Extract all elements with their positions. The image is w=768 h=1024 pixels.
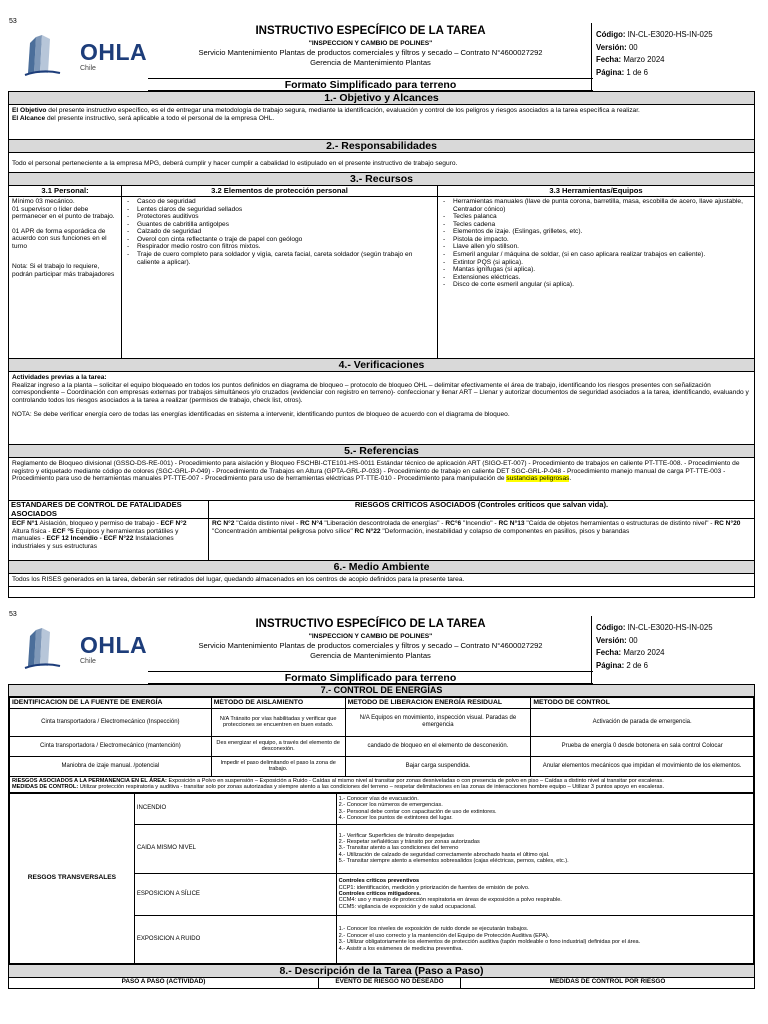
risk-name: EXPOSICION A RUIDO: [134, 915, 336, 963]
document-title: INSTRUCTIVO ESPECÍFICO DE LA TAREA: [255, 25, 486, 37]
ecf-text: Altura física -: [12, 527, 53, 535]
tool-item: - Extensiones eléctricas.: [441, 274, 751, 282]
risk-measures: [336, 824, 753, 873]
critical-controls: [9, 500, 754, 560]
measure-item: 4.- Utilización de calzado de seguridad correctamente abrochado hasta el último ojal.: [338, 851, 550, 858]
measure-item: 2.- Conocer los números de emergencias.: [338, 802, 443, 809]
date-value: Marzo 2024: [623, 648, 665, 658]
task-steps-header: [9, 978, 754, 988]
rc-code: RC N°22: [354, 527, 381, 535]
ppe-column: [122, 186, 438, 358]
ecf-column: [9, 501, 209, 560]
document-meta: [591, 23, 755, 91]
rc-code: RC°6: [445, 520, 462, 527]
management-line: Gerencia de Mantenimiento Plantas: [310, 650, 431, 660]
ecf-code: ECF °5: [52, 527, 74, 535]
risk-measures: [336, 793, 753, 824]
tools-column: [438, 186, 754, 358]
column-header: IDENTIFICACION DE LA FUENTE DE ENERGÍA: [10, 698, 212, 709]
objective-label: El Objetivo: [12, 107, 47, 114]
column-header: METODO DE AISLAMIENTO: [211, 698, 345, 709]
table-cell: N/A Tránsito por vías habilitadas y verificar que protecciones se encuentren en buen estado.: [211, 708, 345, 736]
date-value: Marzo 2024: [623, 55, 665, 65]
measure-item: 5.- Transitar siempre atento a elementos sobresalidos (cajas eléctricas, pernos, cables, etc.).: [338, 858, 569, 865]
measure-item: CCM5: vigilancia de exposición y de salud ocupacional.: [338, 903, 477, 910]
table-row: [10, 736, 754, 756]
format-label: Formato Simplificado para terreno: [148, 671, 593, 684]
risk-name: CAIDA MISMO NIVEL: [134, 824, 336, 873]
table-cell: Prueba de energía 0 desde botonera en sala control Colocar: [531, 736, 754, 756]
code-value: IN-CL-E3020-HS-IN-025: [627, 30, 713, 39]
table-cell: Activación de parada de emergencia.: [531, 708, 754, 736]
energy-table: [9, 697, 754, 793]
document-page-2: [8, 616, 755, 989]
task-subtitle: "INSPECCION Y CAMBIO DE POLINES": [308, 40, 433, 48]
rc-column: [209, 501, 754, 560]
measure-item: 2.- Respetar señaléticas y tránsito por zonas autorizadas: [338, 839, 480, 846]
column-header: METODO DE CONTROL: [531, 698, 754, 709]
page-header: [8, 616, 755, 684]
responsibilities-text: Todo el personal perteneciente a la empresa MPG, deberá cumplir y hacer cumplir a cabalidad lo estipulado en el presente instructivo de trabajo seguro.: [12, 160, 458, 167]
page-value: 1 de 6: [626, 67, 649, 77]
rc-code: RC N°2: [212, 520, 235, 527]
ppe-item: - Protectores auditivos: [125, 213, 434, 221]
page-header: [8, 23, 755, 91]
personal-item: 01 APR de forma esporádica de acuerdo con sus funciones en el turno: [12, 227, 107, 250]
objective-body: del presente instructivo específico, es el de entregar una metodología de trabajo segura, mediante la identificación, evaluación y control de los peligros y riesgos asociados a la tarea específica a realizar.: [46, 107, 640, 114]
tool-item: - Extintor PQS (si aplica).: [441, 259, 751, 267]
tool-item: - Esmeril angular / máquina de soldar, (si en caso aplicara realizar trabajos en caliente).: [441, 251, 751, 259]
personal-column: [9, 186, 122, 358]
format-label: Formato Simplificado para terreno: [148, 78, 593, 91]
tool-item: - Tecles cadena: [441, 221, 751, 229]
references-end: .: [569, 475, 572, 483]
page-label: Página:: [596, 660, 625, 670]
tool-item: - Llave allen y/o stillson.: [441, 243, 751, 251]
table-cell: Cinta transportadora / Electromecánico (Inspección): [10, 708, 212, 736]
ecf-code: ECF 12 Incendio - ECF N°22: [46, 535, 134, 543]
measure-item: 4.- Conocer los puntos de extintores del lugar.: [338, 815, 453, 822]
ppe-item: - Casco de seguridad: [125, 198, 434, 206]
rc-code: RC N°13: [498, 520, 525, 527]
measure-item: 2.- Conocer el uso correcto y la mantención del Equipo de Protección Auditiva (EPA).: [338, 932, 550, 939]
column-header: METODO DE LIBERACION ENERGÍA RESIDUAL: [345, 698, 531, 709]
risk-measures: [336, 873, 753, 915]
ohla-logo: [22, 626, 148, 670]
control-measures-label: MEDIDAS DE CONTROL:: [12, 784, 79, 791]
table-row: [10, 793, 754, 824]
references-text: [9, 458, 754, 500]
table-row: [10, 708, 754, 736]
section-energy-control: [8, 684, 755, 989]
ecf-text: Equipos y herramientas portátiles y manuales -: [12, 527, 179, 543]
column-header: PASO A PASO (ACTIVIDAD): [9, 978, 319, 988]
transversal-risks-label: RESGOS TRANSVERSALES: [10, 793, 135, 963]
document-page-1: [8, 23, 755, 598]
table-row: [10, 756, 754, 776]
table-cell: Bajar carga suspendida.: [345, 756, 531, 776]
table-cell: Des energizar el equipo, a través del elemento de desconexión.: [211, 736, 345, 756]
page-label: Página:: [596, 67, 625, 77]
ohla-logo-icon: [22, 626, 62, 670]
table-cell: N/A Equipos en movimiento, inspección visual. Paradas de emergencia: [345, 708, 531, 736]
version-label: Versión:: [596, 42, 627, 52]
logo-wordmark: OHLA: [80, 39, 148, 65]
measure-item: 3.- Personal debe contar con capacitación de uso de extintores.: [338, 808, 497, 815]
document-title: INSTRUCTIVO ESPECÍFICO DE LA TAREA: [255, 618, 486, 630]
rc-code: RC N°20: [714, 520, 741, 527]
ppe-item: - Respirador medio rostro con filtros mixtos.: [125, 243, 434, 251]
risk-name: ESPOSICION A SÍLICE: [134, 873, 336, 915]
objective-text: [9, 105, 754, 139]
measure-item: 3.- Transitar atento a las condiciones del terreno: [338, 845, 459, 852]
rc-text: "Caída de objetos herramientas o estructuras de distinto nivel" -: [524, 520, 715, 527]
page-value: 2 de 6: [626, 660, 649, 670]
measure-item: 1.- Verificar Superficies de tránsito despejadas: [338, 832, 454, 839]
ppe-item: - Traje de cuero completo para soldador y vigía, careta facial, careta soldador (según trabajo en caliente a aplicar).: [125, 251, 434, 266]
table-cell: Cinta transportadora / Electromecánico (mantención): [10, 736, 212, 756]
header-center: [148, 25, 593, 67]
logo-subtitle: Chile: [80, 658, 96, 665]
column-heading: 3.2 Elementos de protección personal: [122, 186, 437, 197]
tool-item: - Tecles palanca: [441, 213, 751, 221]
ohla-logo: [22, 33, 148, 77]
measure-item: 4.- Asistir a los exámenes de medicina preventiva.: [338, 945, 463, 952]
column-heading: 3.1 Personal:: [9, 186, 121, 197]
section-heading: 4.- Verificaciones: [9, 358, 754, 372]
measure-item: 1.- Conocer los niveles de exposición de ruido donde se ejecutarán trabajos.: [338, 926, 529, 933]
version-label: Versión:: [596, 635, 627, 645]
section-heading: 2.- Responsabilidades: [9, 139, 754, 153]
verifications-body: Realizar ingreso a la planta – solicitar el equipo bloqueado en todos los puntos definidos en diagrama de bloqueo – protocolo de bloqueo OHL – delimitar efectivamente el área de trabajo, identificando los riesgos presentes con señalización correspondiente – Coordinación con empresas externas por trabajos simultáneos y/o cruzados (evidenciar con registro en terreno)- confeccionar y llenar ART – Llenar y autorizar documentos de seguridad asociados a la tarea, identificando, evaluando y controlando todos los riesgos asociados a la tarea a realizar (permisos de trabajo, check list, otros).: [12, 381, 749, 404]
header-center: [148, 618, 593, 660]
ecf-code: ECF N°2: [160, 520, 187, 527]
ecf-list: [9, 519, 208, 560]
document-meta: [591, 616, 755, 684]
code-value: IN-CL-E3020-HS-IN-025: [627, 623, 713, 632]
control-measures-text: Utilizar protección respiratoria y auditiva - transitar solo por zonas autorizadas y siempre atento a las condiciones del terreno – respetar delimitaciones en las zonas de interacciones hombre equipo – Utilizar 3 puntos apoyo en escaleras.: [78, 784, 664, 791]
verifications-label: Actividades previas a la tarea:: [12, 374, 107, 381]
version-value: 00: [628, 42, 638, 52]
service-line: Servicio Mantenimiento Plantas de productos comerciales y filtros y secado – Contrato N°4600027292: [198, 640, 543, 650]
ppe-item: - Lentes claros de seguridad sellados: [125, 206, 434, 214]
column-heading: 3.3 Herramientas/Equipos: [438, 186, 754, 197]
code-label: Código:: [596, 623, 626, 632]
logo-subtitle: Chile: [80, 65, 96, 72]
service-line: Servicio Mantenimiento Plantas de productos comerciales y filtros y secado – Contrato N°4600027292: [198, 47, 543, 57]
personal-item: Mínimo 03 mecánico.: [12, 198, 75, 205]
ppe-item: - Overol con cinta reflectante o traje de papel con geólogo: [125, 236, 434, 244]
rc-list: [209, 519, 754, 537]
area-risks-label: RIESGOS ASOCIADOS A LA PERMANENCIA EN EL ÁREA:: [12, 777, 167, 784]
table-row: [10, 776, 754, 792]
rc-text: "Incendio" -: [461, 520, 499, 527]
measure-item: Controles críticos mitigadores.: [338, 890, 421, 897]
rc-heading: RIESGOS CRÍTICOS ASOCIADOS (Controles críticos que salvan vida).: [209, 501, 754, 519]
measure-item: Controles críticos preventivos: [338, 878, 420, 885]
rc-code: RC N°4: [300, 520, 323, 527]
tool-item: - Mantas ignífugas (si aplica).: [441, 266, 751, 274]
page-mark: 53: [9, 18, 17, 25]
personal-item: Nota: Si el trabajo lo requiere, podrán participar más trabajadores: [12, 263, 115, 279]
version-value: 00: [628, 635, 638, 645]
area-risks-text: Exposición a Polvo en suspensión – Exposición a Ruido - Caídas al mismo nivel al transitar por zonas desniveladas o con presencia de polvo en piso – Caídas a distinto nivel al transitar por escaleras.: [166, 777, 664, 784]
section-objective: [8, 91, 755, 598]
scope-label: El Alcance: [12, 114, 46, 122]
tool-item: - Herramientas manuales (llave de punta corona, barretilla, masa, escobilla de acero, llave ajustable, Centrador cónico): [441, 198, 751, 213]
logo-wordmark: OHLA: [80, 632, 148, 658]
section-heading: 3.- Recursos: [9, 172, 754, 186]
task-subtitle: "INSPECCION Y CAMBIO DE POLINES": [308, 633, 433, 641]
risk-name: INCENDIO: [134, 793, 336, 824]
table-cell: Maniobra de izaje manual. /potencial: [10, 756, 212, 776]
section-heading: 5.- Referencias: [9, 444, 754, 458]
date-label: Fecha:: [596, 55, 622, 65]
column-header: EVENTO DE RIESGO NO DESEADO: [319, 978, 461, 988]
risk-measures: [336, 915, 753, 963]
ecf-text: Aislación, bloqueo y permiso de trabajo -: [38, 520, 161, 527]
ppe-item: - Guantes de cabritilla antigolpes: [125, 221, 434, 229]
measure-item: 3.- Utilizar obligatoriamente los elementos de protección auditiva (tapón moldeable o fono industrial) definidas por el área.: [338, 939, 641, 946]
environment-text: Todos los RISES generados en la tarea, deberán ser retirados del lugar, quedando almacenados en los centros de acopio definidos para la presente tarea.: [12, 576, 465, 583]
ecf-code: ECF N°1: [12, 520, 39, 527]
area-risks-cell: [10, 776, 754, 792]
measure-item: CCP1: identificación, medición y priorización de fuentes de emisión de polvo.: [338, 884, 530, 891]
transversal-risks-table: [9, 793, 754, 964]
ecf-heading: ESTANDARES DE CONTROL DE FATALIDADES ASOCIADOS: [9, 501, 208, 519]
rc-text: "Caída distinto nivel -: [234, 520, 301, 527]
table-cell: Impedir el paso delimitando el paso la zona de trabajo.: [211, 756, 345, 776]
rc-text: "Liberación descontrolada de energías" -: [322, 520, 446, 527]
rc-text: "Deformación, inestabilidad y colapso de componentes en pasillos, pisos y barandas: [380, 527, 630, 535]
management-line: Gerencia de Mantenimiento Plantas: [310, 57, 431, 67]
ppe-item: - Calzado de seguridad: [125, 228, 434, 236]
ohla-logo-icon: [22, 33, 62, 77]
section-heading: 1.- Objetivo y Alcances: [9, 92, 754, 105]
date-label: Fecha:: [596, 648, 622, 658]
personal-item: 01 supervisor o líder debe permanecer en el punto de trabajo.: [12, 205, 115, 221]
references-body: Reglamento de Bloqueo divisional (GSSO-DS-RE-001) - Procedimiento para aislación y Bloqueo FSCHBI-CTE101-HS-0011 Estándar técnico de aplicación ART (SIGO-ET-007) - Procedimiento de trabajos en caliente PT-TTE-008. - Procedimiento de registro y etiquetado mediante código de colores (SGC-GRL-P-049) - Procedimiento de Trabajos en Altura (GPTA-GRL-P-033) - Procedimiento de trabajo en caliente DET SGC-GRL-P-048 - Procedimiento manejo manual de carga PT-TTE-003 - Procedimiento para uso de herramientas manuales PT-TTE-007 - Procedimiento para uso de herramientas eléctricas PT-TTE-010 - Procedimiento para manipulación de: [12, 460, 740, 483]
section-heading: 6.- Medio Ambiente: [9, 560, 754, 574]
page-mark: 53: [9, 611, 17, 618]
verifications-note: NOTA: Se debe verificar energía cero de todas las energías identificadas en sistema a intervenir, identificando puntos de bloqueo de acuerdo con el diagrama de bloqueo.: [12, 411, 510, 419]
resources-grid: [9, 186, 754, 358]
tool-item: - Disco de corte esmeril angular (si aplica).: [441, 281, 751, 289]
column-header: MEDIDAS DE CONTROL POR RIESGO: [549, 977, 666, 985]
table-cell: candado de bloqueo en el elemento de desconexión.: [345, 736, 531, 756]
rc-text: "Concentración ambiental peligrosa polvo sílice": [212, 527, 355, 535]
measure-item: 1.- Conocer vías de evacuación.: [338, 795, 419, 802]
section-heading: 8.- Descripción de la Tarea (Paso a Paso): [9, 964, 754, 978]
highlighted-term: sustancias peligrosas: [506, 475, 570, 483]
tool-item: - Elementos de izaje. (Eslingas, grilletes, etc).: [441, 228, 751, 236]
section-heading: 7.- CONTROL DE ENERGÍAS: [9, 685, 754, 697]
empty-row: [9, 586, 754, 597]
ecf-text: Instalaciones industriales y sus estructuras: [12, 535, 174, 550]
measure-item: CCM4: uso y manejo de protección respiratoria en áreas de exposición a polvo respirable.: [338, 897, 562, 904]
code-label: Código:: [596, 30, 626, 39]
table-cell: Anular elementos mecánicos que impidan el movimiento de los elementos.: [531, 756, 754, 776]
table-header-row: [10, 698, 754, 709]
tool-item: - Pistola de impacto.: [441, 236, 751, 244]
verifications-text: [9, 372, 754, 444]
scope-body: del presente instructivo, será aplicable a todo el personal de la empresa OHL.: [45, 114, 275, 122]
